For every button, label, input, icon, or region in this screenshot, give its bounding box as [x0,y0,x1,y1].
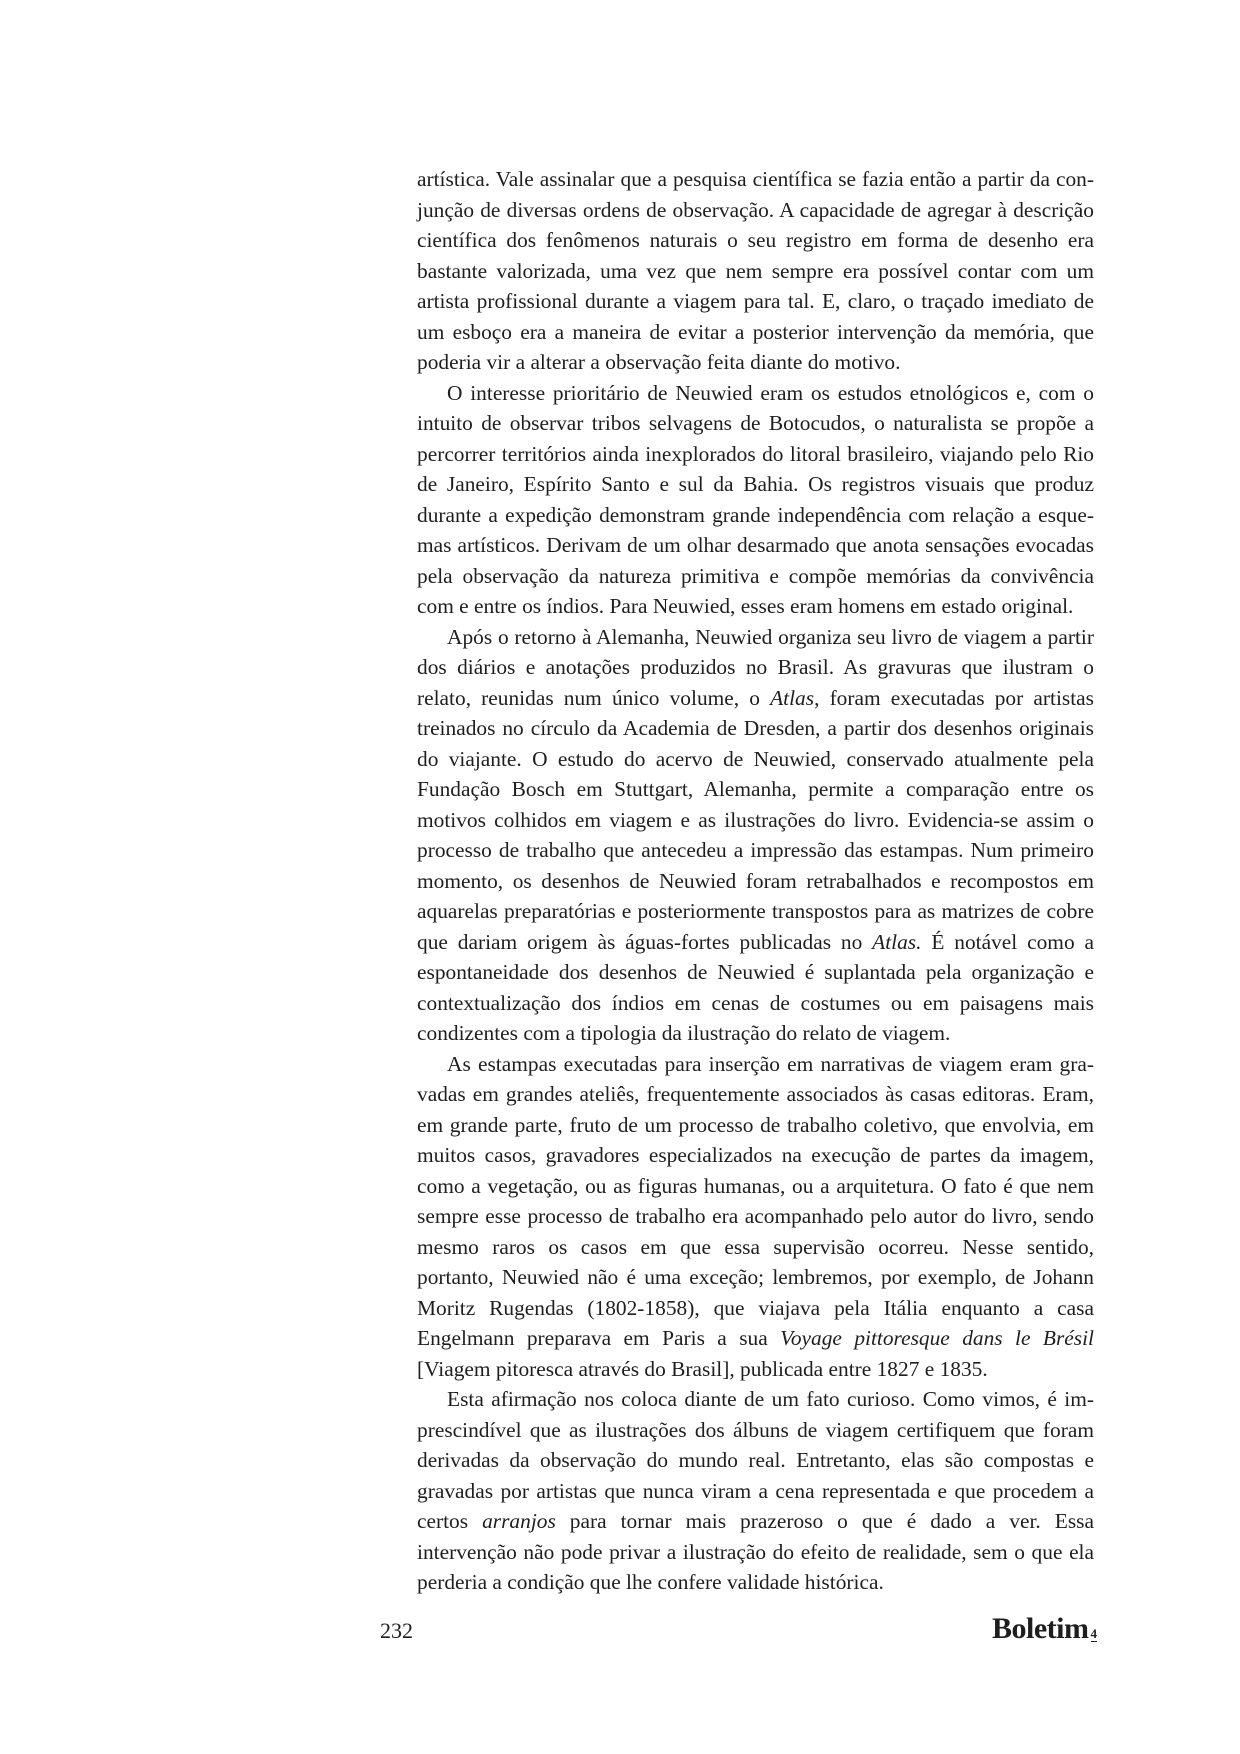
paragraph [417,1049,1094,1385]
paragraph [417,378,1094,622]
text-run: para tornar mais prazeroso o que é dado a ver. Essa intervenção não pode privar a ilustração do efeito de realidade, sem o que ela perderia a condição que lhe confere validade histórica. [417,1509,1094,1594]
paragraph [417,164,1094,378]
text-run: [Viagem pitoresca através do Brasil], publicada entre 1827 e 1835. [417,1356,988,1381]
journal-logo [992,1612,1097,1646]
text-run: O interesse prioritário de Neuwied eram os estudos etnológicos e, com o intuito de observar tribos selvagens de Botocudos, o naturalista se propõe a percorrer territórios ainda inexplorados do litoral brasileiro, viajando pelo Rio de Janeiro, Espírito Santo e sul da Bahia. Os registros visuais que produz durante a expedição demonstram grande independência com relação a esquemas artísticos. Derivam de um olhar desarmado que anota sensações evocadas pela observação da natureza primitiva e compõe memórias da convivência com e entre os índios. Para Neuwied, esses eram homens em estado original. [417,380,1094,618]
text-run: Esta afirmação nos coloca diante de um fato curioso. Como vimos, é imprescindível que as ilustrações dos álbuns de viagem certifiquem que foram derivadas da observação do mundo real. Entretanto, elas são compostas e gravadas por artistas que nunca viram a cena representada e que procedem a certos [417,1387,1094,1533]
text-run: É notável como a espontaneidade dos desenhos de Neuwied é suplantada pela organização e contextualização dos índios em cenas de costumes ou em paisagens mais condizentes com a tipologia da ilustração do relato de viagem. [417,929,1094,1045]
body-text [417,164,1094,1598]
text-run: As estampas executadas para inserção em narrativas de viagem eram gravadas em grandes ateliês, frequentemente associados às casas editoras. Eram, em grande parte, fruto de um processo de trabalho coletivo, que envolvia, em muitos casos, gravadores especializados na execução de partes da imagem, como a vegetação, ou as figuras humanas, ou a arquitetura. O fato é que nem sempre esse processo de trabalho era acompanhado pelo autor do livro, sendo mesmo raros os casos em que essa supervisão ocorreu. Nesse sentido, portanto, Neuwied não é uma exceção; lembremos, por exemplo, de Johann Moritz Rugendas (1802-1858), que viajava pela Itália enquanto a casa Engelmann preparava em Paris a sua [417,1051,1094,1350]
italic-text: arranjos [482,1509,556,1533]
journal-name: Boletim [992,1612,1089,1645]
journal-issue: 4 [1090,1626,1097,1641]
italic-text: Voyage pittoresque dans le Brésil [780,1326,1094,1350]
italic-text: Atlas. [872,929,922,954]
text-run: , foram executadas por artistas treinados no círculo da Academia de Dresden, a partir dos desenhos originais do viajante. O estudo do acervo de Neuwied, conservado atualmente pela Fundação Bosch em Stuttgart, Alemanha, permite a comparação entre os motivos colhidos em viagem e as ilustrações do livro. Evidencia-se assim o processo de trabalho que antecedeu a impressão das estampas. Num primeiro momento, os desenhos de Neuwied foram retrabalhados e recompostos em aquarelas preparatórias e posteriormente transpostos para as matrizes de cobre que dariam origem às águas-fortes publicadas no [417,685,1094,954]
italic-text: Atlas [770,685,815,710]
paragraph [417,622,1094,1049]
text-run: artística. Vale assinalar que a pesquisa científica se fazia então a partir da conjunção de diversas ordens de observação. A capacidade de agregar à descrição científica dos fenômenos naturais o seu registro em forma de desenho era bastante valorizada, uma vez que nem sempre era possível contar com um artista profissional durante a viagem para tal. E, claro, o traçado imediato de um esboço era a maneira de evitar a posterior intervenção da memória, que poderia vir a alterar a observação feita diante do motivo. [417,167,1094,374]
page-number: 232 [380,1618,413,1643]
text-run: Após o retorno à Alemanha, Neuwied organiza seu livro de viagem a partir dos diários e anotações produzidos no Brasil. As gravuras que ilustram o relato, reunidas num único volume, o [417,624,1094,710]
page-footer [380,1612,1097,1652]
paragraph [417,1384,1094,1598]
